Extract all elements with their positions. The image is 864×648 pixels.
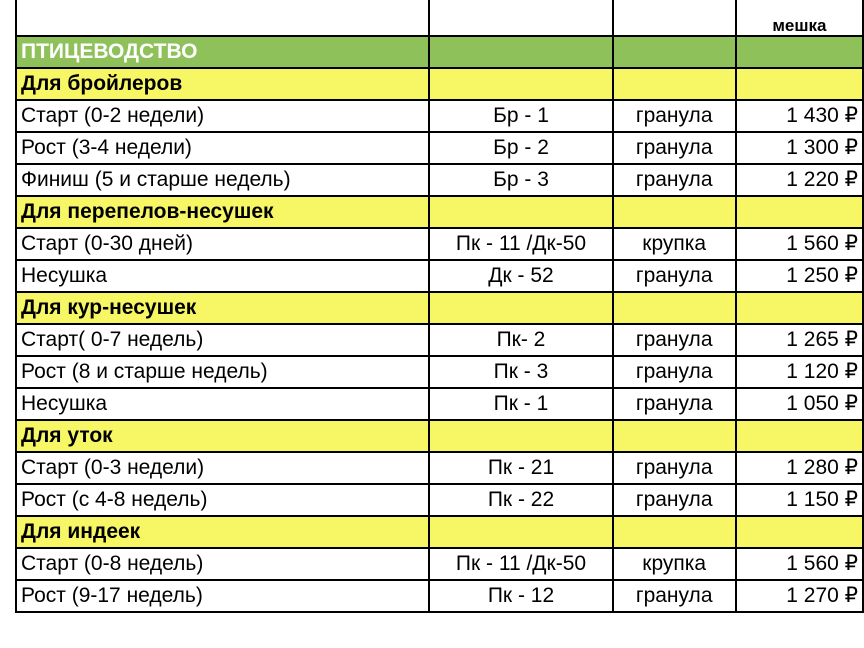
product-form: гранула [613,356,736,388]
product-form: гранула [613,100,736,132]
product-price: 1 150 ₽ [736,484,863,516]
product-price: 1 120 ₽ [736,356,863,388]
header-cell-name [16,0,429,36]
empty-cell [429,516,612,548]
table-row [16,164,863,196]
product-name: Несушка [16,388,429,420]
price-table-body [16,0,863,612]
empty-cell [736,196,863,228]
product-name: Старт (0-30 дней) [16,228,429,260]
section-row [16,36,863,68]
product-code: Пк - 1 [429,388,612,420]
empty-cell [613,516,736,548]
product-price: 1 050 ₽ [736,388,863,420]
product-price: 1 430 ₽ [736,100,863,132]
product-price: 1 560 ₽ [736,548,863,580]
section-title: ПТИЦЕВОДСТВО [16,36,429,68]
product-name: Старт (0-8 недель) [16,548,429,580]
product-price: 1 560 ₽ [736,228,863,260]
table-row [16,228,863,260]
header-row [16,0,863,36]
product-code: Пк - 11 /Дк-50 [429,548,612,580]
header-cell-price: мешка [736,0,863,36]
empty-cell [736,516,863,548]
table-row [16,356,863,388]
empty-cell [429,196,612,228]
group-row [16,196,863,228]
product-form: гранула [613,388,736,420]
table-row [16,388,863,420]
empty-cell [736,68,863,100]
product-price: 1 250 ₽ [736,260,863,292]
table-row [16,452,863,484]
empty-cell [736,36,863,68]
table-row [16,580,863,612]
product-form: крупка [613,228,736,260]
group-title: Для уток [16,420,429,452]
product-form: гранула [613,324,736,356]
group-row [16,292,863,324]
product-name: Финиш (5 и старше недель) [16,164,429,196]
empty-cell [429,292,612,324]
header-cell-code [429,0,612,36]
group-row [16,420,863,452]
product-form: гранула [613,132,736,164]
empty-cell [613,420,736,452]
product-form: гранула [613,260,736,292]
empty-cell [613,292,736,324]
group-row [16,68,863,100]
table-row [16,132,863,164]
product-name: Старт( 0-7 недель) [16,324,429,356]
product-code: Пк - 21 [429,452,612,484]
group-title: Для индеек [16,516,429,548]
product-code: Бр - 3 [429,164,612,196]
group-title: Для бройлеров [16,68,429,100]
product-name: Рост (8 и старше недель) [16,356,429,388]
product-price: 1 270 ₽ [736,580,863,612]
product-price: 1 280 ₽ [736,452,863,484]
product-code: Бр - 1 [429,100,612,132]
table-row [16,260,863,292]
product-name: Несушка [16,260,429,292]
product-form: гранула [613,452,736,484]
header-cell-form [613,0,736,36]
product-name: Рост (3-4 недели) [16,132,429,164]
empty-cell [613,68,736,100]
product-code: Дк - 52 [429,260,612,292]
product-name: Старт (0-3 недели) [16,452,429,484]
empty-cell [429,36,612,68]
empty-cell [429,420,612,452]
empty-cell [736,292,863,324]
product-code: Пк- 2 [429,324,612,356]
product-code: Пк - 3 [429,356,612,388]
group-title: Для кур-несушек [16,292,429,324]
price-table [15,0,864,613]
empty-cell [613,36,736,68]
product-form: крупка [613,548,736,580]
empty-cell [429,68,612,100]
table-row [16,548,863,580]
product-code: Бр - 2 [429,132,612,164]
product-code: Пк - 12 [429,580,612,612]
table-row [16,100,863,132]
product-name: Старт (0-2 недели) [16,100,429,132]
product-code: Пк - 11 /Дк-50 [429,228,612,260]
table-row [16,324,863,356]
product-code: Пк - 22 [429,484,612,516]
product-price: 1 265 ₽ [736,324,863,356]
empty-cell [613,196,736,228]
group-row [16,516,863,548]
group-title: Для перепелов-несушек [16,196,429,228]
product-price: 1 300 ₽ [736,132,863,164]
product-name: Рост (с 4-8 недель) [16,484,429,516]
product-form: гранула [613,580,736,612]
product-price: 1 220 ₽ [736,164,863,196]
product-form: гранула [613,164,736,196]
product-form: гранула [613,484,736,516]
product-name: Рост (9-17 недель) [16,580,429,612]
table-row [16,484,863,516]
empty-cell [736,420,863,452]
